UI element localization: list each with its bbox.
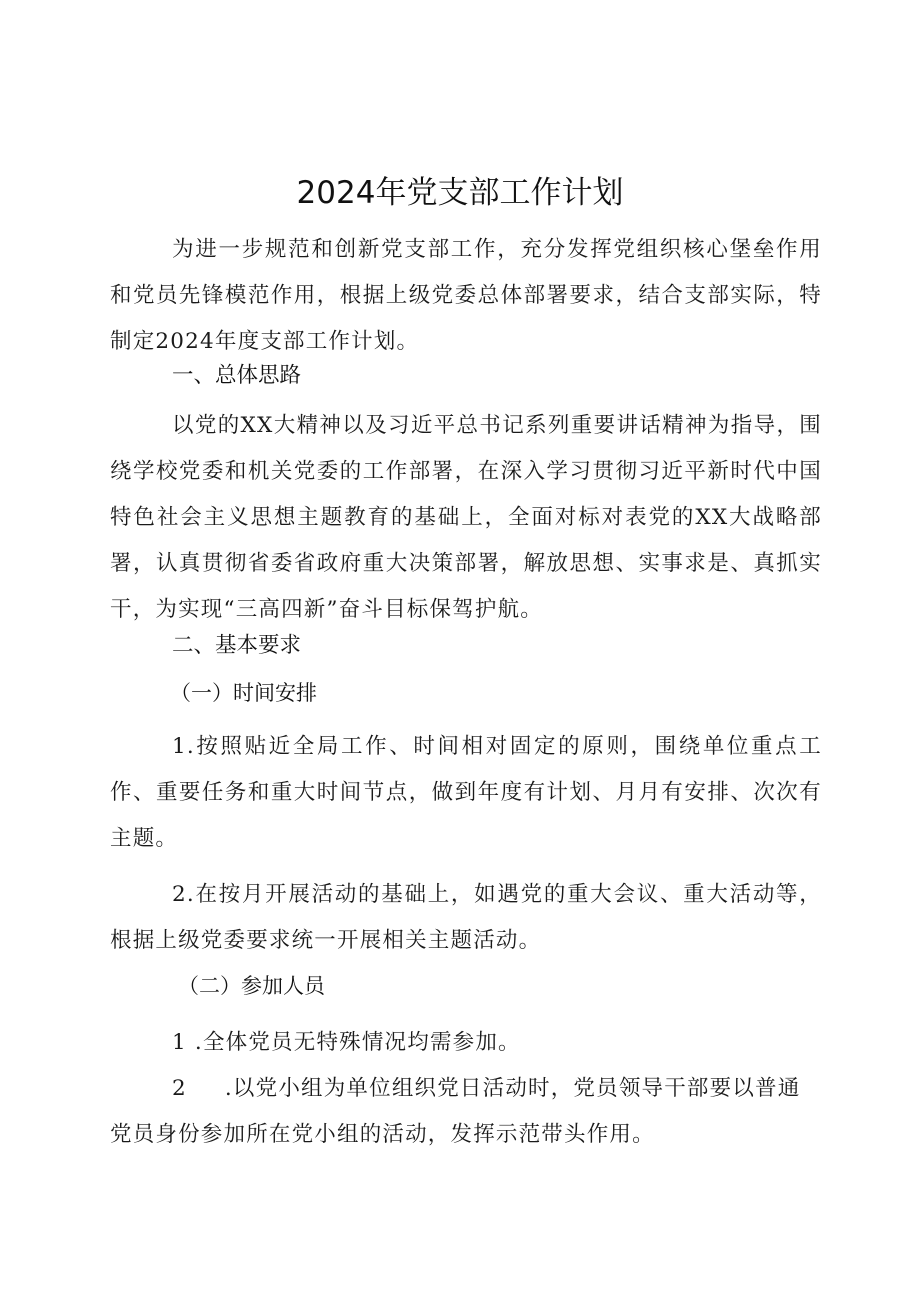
participant-item-2-number: 2 <box>172 1076 187 1101</box>
section2-heading: 二、基本要求 <box>172 633 302 658</box>
subsection2-heading: （二）参加人员 <box>178 974 325 998</box>
section1-paragraph: 以党的XX大精神以及习近平总书记系列重要讲话精神为指导，围绕学校党委和机关党委的工作部署，在深入学习贯彻习近平新时代中国特色社会主义思想主题教育的基础上，全面对标对表党的XX大战略部署，认真贯彻省委省政府重大决策部署，解放思想、实事求是、真抓实干，为实现“三高四新”奋斗目标保驾护航。 <box>110 413 822 622</box>
participant-item-2-line1 <box>172 1066 800 1112</box>
participant-item-1: 1 .全体党员无特殊情况均需参加。 <box>172 1030 521 1055</box>
participant-item-2-line2: 党员身份参加所在党小组的活动，发挥示范带头作用。 <box>110 1122 655 1147</box>
document-title: 2024年党支部工作计划 <box>296 175 624 211</box>
intro-paragraph: 为进一步规范和创新党支部工作，充分发挥党组织核心堡垒作用和党员先锋模范作用，根据上级党委总体部署要求，结合支部实际，特制定2024年度支部工作计划。 <box>110 237 822 354</box>
time-item-1: 1.按照贴近全局工作、时间相对固定的原则，围绕单位重点工作、重要任务和重大时间节点，做到年度有计划、月月有安排、次次有主题。 <box>110 734 822 851</box>
time-item-2: 2.在按月开展活动的基础上，如遇党的重大会议、重大活动等，根据上级党委要求统一开展相关主题活动。 <box>110 882 822 953</box>
participant-item-2-text: .以党小组为单位组织党日活动时，党员领导干部要以普通 <box>224 1076 801 1101</box>
subsection1-heading: （一）时间安排 <box>170 681 317 705</box>
section1-heading: 一、总体思路 <box>172 363 302 388</box>
